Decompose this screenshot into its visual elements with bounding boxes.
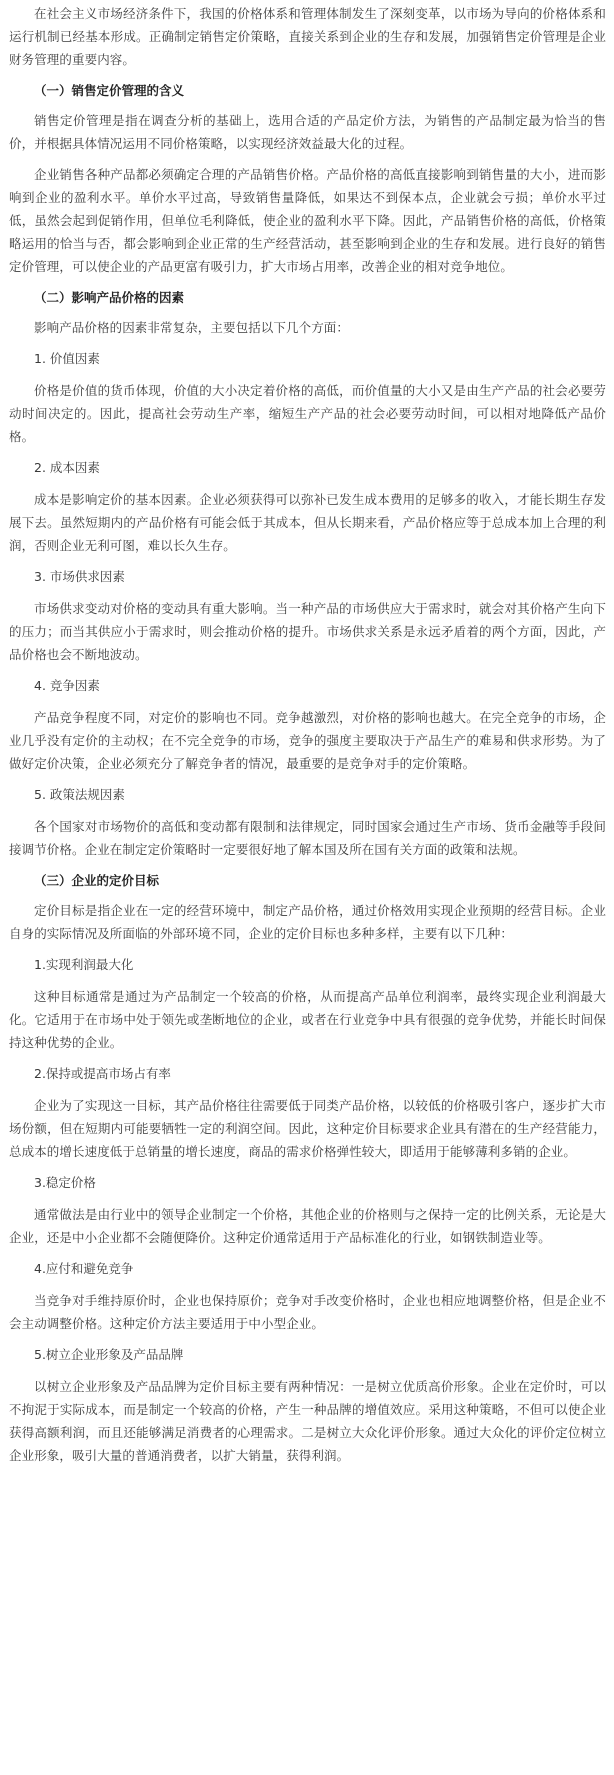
objective-5-title: 5.树立企业形象及产品品牌 [34, 1347, 184, 1362]
factor-2-title: 2. 成本因素 [34, 460, 100, 475]
objectives-intro: 定价目标是指企业在一定的经营环境中，制定产品价格，通过价格效用实现企业预期的经营目标。企业自身的实际情况及所面临的外部环境不同，企业的定价目标也多种多样，主要有以下几种： [9, 903, 606, 941]
factor-1-paragraph: 价格是价值的货币体现，价值的大小决定着价格的高低，而价值量的大小又是由生产产品的社会必要劳动时间决定的。因此，提高社会劳动生产率，缩短生产产品的社会必要劳动时间，可以相对地降低产品价格。 [9, 383, 606, 444]
intro-paragraph: 在社会主义市场经济条件下，我国的价格体系和管理体制发生了深刻变革，以市场为导向的价格体系和运行机制已经基本形成。正确制定销售定价策略，直接关系到企业的生存和发展，加强销售定价管理是企业财务管理的重要内容。 [9, 6, 606, 67]
factor-1-title: 1. 价值因素 [34, 351, 100, 366]
meaning-paragraph-2: 企业销售各种产品都必须确定合理的产品销售价格。产品价格的高低直接影响到销售量的大小，进而影响到企业的盈利水平。单价水平过高，导致销售量降低，如果达不到保本点，企业就会亏损；单价水平过低，虽然会起到促销作用，但单位毛利降低，使企业的盈利水平下降。因此，产品销售价格的高低，价格策略运用的恰当与否，都会影响到企业正常的生产经营活动，甚至影响到企业的生存和发展。进行良好的销售定价管理，可以使企业的产品更富有吸引力，扩大市场占用率，改善企业的相对竞争地位。 [9, 167, 606, 274]
factors-intro: 影响产品价格的因素非常复杂，主要包括以下几个方面： [34, 320, 350, 335]
meaning-paragraph-1: 销售定价管理是指在调查分析的基础上，选用合适的产品定价方法，为销售的产品制定最为恰当的售价，并根据具体情况运用不同价格策略，以实现经济效益最大化的过程。 [9, 113, 606, 151]
objective-2-paragraph: 企业为了实现这一目标，其产品价格往往需要低于同类产品价格，以较低的价格吸引客户，逐步扩大市场份额，但在短期内可能要牺牲一定的利润空间。因此，这种定价目标要求企业具有潜在的生产经营能力，总成本的增长速度低于总销量的增长速度，商品的需求价格弹性较大，即适用于能够薄利多销的企业。 [9, 1098, 606, 1159]
objective-3-paragraph: 通常做法是由行业中的领导企业制定一个价格，其他企业的价格则与之保持一定的比例关系，无论是大企业，还是中小企业都不会随便降价。这种定价通常适用于产品标准化的行业，如钢铁制造业等。 [9, 1207, 606, 1245]
factor-3-title: 3. 市场供求因素 [34, 569, 125, 584]
objective-1-paragraph: 这种目标通常是通过为产品制定一个较高的价格，从而提高产品单位利润率，最终实现企业利润最大化。它适用于在市场中处于领先或垄断地位的企业，或者在行业竞争中具有很强的竞争优势，并能长时间保持这种优势的企业。 [9, 989, 606, 1050]
objective-2-title: 2.保持或提高市场占有率 [34, 1066, 171, 1081]
objective-1-title: 1.实现利润最大化 [34, 957, 134, 972]
factor-4-title: 4. 竞争因素 [34, 678, 100, 693]
factor-3-paragraph: 市场供求变动对价格的变动具有重大影响。当一种产品的市场供应大于需求时，就会对其价格产生向下的压力；而当其供应小于需求时，则会推动价格的提升。市场供求关系是永远矛盾着的两个方面，因此，产品价格也会不断地波动。 [9, 601, 606, 662]
objective-3-title: 3.稳定价格 [34, 1175, 96, 1190]
objective-4-title: 4.应付和避免竞争 [34, 1261, 134, 1276]
factor-2-paragraph: 成本是影响定价的基本因素。企业必须获得可以弥补已发生成本费用的足够多的收入，才能长期生存发展下去。虽然短期内的产品价格有可能会低于其成本，但从长期来看，产品价格应等于总成本加上合理的利润，否则企业无利可图，难以长久生存。 [9, 492, 606, 553]
objective-4-paragraph: 当竞争对手维持原价时，企业也保持原价；竞争对手改变价格时，企业也相应地调整价格，但是企业不会主动调整价格。这种定价方法主要适用于中小型企业。 [9, 1293, 606, 1331]
factor-4-paragraph: 产品竞争程度不同，对定价的影响也不同。竞争越激烈，对价格的影响也越大。在完全竞争的市场，企业几乎没有定价的主动权；在不完全竞争的市场，竞争的强度主要取决于产品生产的难易和供求形势。为了做好定价决策，企业必须充分了解竞争者的情况，最重要的是竞争对手的定价策略。 [9, 710, 606, 771]
heading-objectives: （三）企业的定价目标 [34, 873, 160, 888]
objective-5-paragraph: 以树立企业形象及产品品牌为定价目标主要有两种情况：一是树立优质高价形象。企业在定价时，可以不拘泥于实际成本，而是制定一个较高的价格，产生一种品牌的增值效应。采用这种策略，不但可以使企业获得高额利润，而且还能够满足消费者的心理需求。二是树立大众化评价形象。通过大众化的评价定位树立企业形象，吸引大量的普通消费者，以扩大销量，获得利润。 [9, 1379, 606, 1463]
factor-5-paragraph: 各个国家对市场物价的高低和变动都有限制和法律规定，同时国家会通过生产市场、货币金融等手段间接调节价格。企业在制定定价策略时一定要很好地了解本国及所在国有关方面的政策和法规。 [9, 819, 606, 857]
heading-factors: （二）影响产品价格的因素 [34, 290, 185, 305]
factor-5-title: 5. 政策法规因素 [34, 787, 125, 802]
heading-meaning: （一）销售定价管理的含义 [34, 83, 185, 98]
